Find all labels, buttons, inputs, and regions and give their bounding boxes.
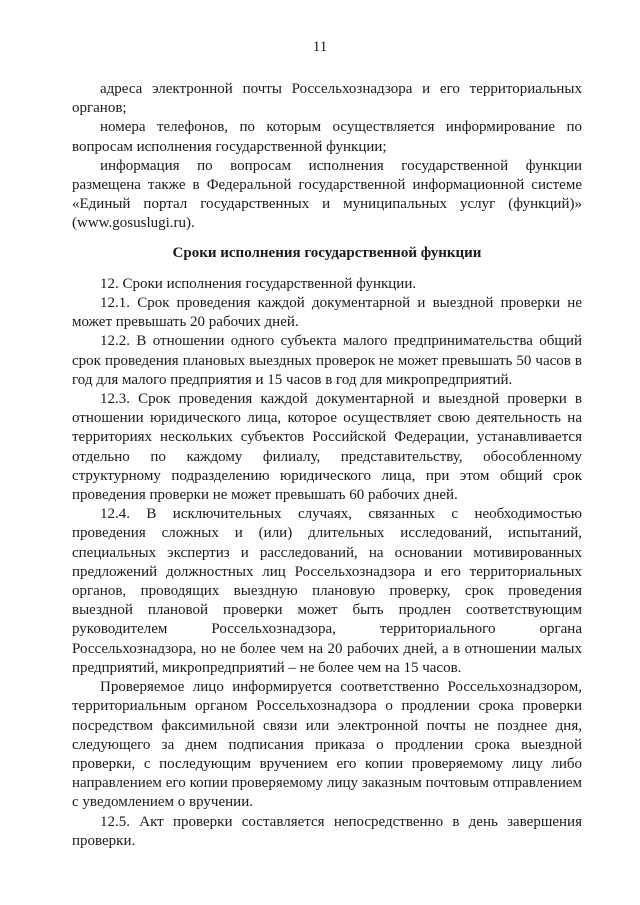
paragraph-portal-info: информация по вопросам исполнения государственной функции размещена также в Федеральной государственной информационной системе «Единый портал государственных и муниципальных услуг (функций)» (www.gosuslugi.ru). bbox=[72, 157, 582, 232]
paragraph-12-5: 12.5. Акт проверки составляется непосредственно в день завершения проверки. bbox=[72, 813, 582, 849]
paragraph-phone-numbers: номера телефонов, по которым осуществляется информирование по вопросам исполнения государственной функции; bbox=[72, 119, 582, 155]
paragraph-notification: Проверяемое лицо информируется соответственно Россельхознадзором, территориальным органом Россельхознадзора о продлении срока проверки посредством факсимильной связи или электронной почты не позднее дня, следующего за днем подписания приказа о продлении срока выездной проверки, с последующим вручением его копии проверяемому лицу либо направлением его копии проверяемому лицу заказным почтовым отправлением с уведомлением о вручении. bbox=[72, 679, 582, 811]
paragraph-12-2: 12.2. В отношении одного субъекта малого предпринимательства общий срок проведения плановых выездных проверок не может превышать 50 часов в год для малого предприятия и 15 часов в год для микропредприятий. bbox=[72, 333, 582, 388]
paragraph-12-4: 12.4. В исключительных случаях, связанных с необходимостью проведения сложных и (или) длительных исследований, испытаний, специальных экспертиз и расследований, на основании мотивированных предложений должностных лиц Россельхознадзора и его территориальных органов, проводящих выездную плановую проверку, срок проведения выездной плановой проверки может быть продлен соответствующим руководителем Россельхознадзора, территориального органа Россельхознадзора, но не более чем на 20 рабочих дней, а в отношении малых предприятий, микропредприятий – не более чем на 15 часов. bbox=[72, 506, 582, 676]
document-body bbox=[72, 80, 582, 851]
paragraph-12: 12. Сроки исполнения государственной функции. bbox=[100, 275, 417, 292]
section-heading: Сроки исполнения государственной функции bbox=[172, 244, 482, 261]
paragraph-12-1: 12.1. Срок проведения каждой документарной и выездной проверки не может превышать 20 рабочих дней. bbox=[72, 295, 582, 331]
paragraph-email-addresses: адреса электронной почты Россельхознадзора и его территориальных органов; bbox=[72, 81, 582, 117]
page-number: 11 bbox=[312, 39, 328, 55]
paragraph-12-3: 12.3. Срок проведения каждой документарной и выездной проверки в отношении юридического лица, которое осуществляет свою деятельность на территориях нескольких субъектов Российской Федерации, устанавливается отдельно по каждому филиалу, представительству, обособленному структурному подразделению юридического лица, при этом общий срок проведения проверки не может превышать 60 рабочих дней. bbox=[72, 391, 582, 504]
